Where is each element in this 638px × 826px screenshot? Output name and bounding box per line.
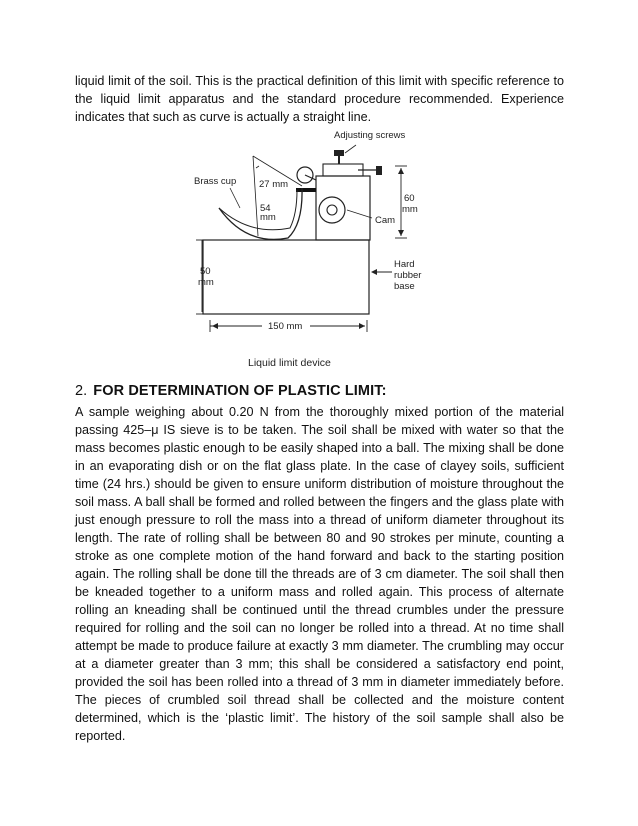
device-housing [316,176,370,240]
intro-paragraph: liquid limit of the soil. This is the practical definition of this limit with specific reference to the liquid limit apparatus and the standard procedure recommended. Experience indicates that such as curve is actually a straight line. [75,74,564,124]
cup-lift-bar [296,188,316,192]
liquid-limit-device-diagram [180,128,440,376]
label-dim-150: 150 mm [268,321,303,332]
radius-54-line [253,156,258,236]
adjusting-screw-head [334,150,344,156]
section-title: FOR DETERMINATION OF PLASTIC LIMIT: [93,383,387,399]
cam-outer [319,197,345,223]
plastic-limit-paragraph: A sample weighing about 0.20 N from the thoroughly mixed portion of the material passing 425–μ IS sieve is to be taken. The soil shall be mixed with water so that the mass becomes plastic enough to be easily shaped into a ball. The mixing shall be done in an evaporating dish or on the flat glass plate. In the case of clayey soils, sufficient time (24 hrs.) should be given to ensure uniform distribution of moisture throughout the soil mass. A ball shall be formed and rolled between the fingers and the glass plate with just enough pressure to roll the mass into a thread of uniform diameter throughout its length. The rate of rolling shall be between 80 and 90 strokes per minute, counting a stroke as one complete motion of the hand forward and back to the starting position again. The rolling shall be done till the threads are of 3 cm diameter. The soil shall then be kneaded together to a uniform mass and rolled again. This process of alternate rolling an kneading shall be continued until the thread crumbles under the pressure required for rolling and the soil can no longer be rolled into a thread. At no time shall attempt be made to produce failure at exactly 3 mm diameter. The crumbling may occur at a diameter greater than 3 mm; this shall be considered a satisfactory end point, provided the soil has been rolled into a thread of 3 mm in diameter immediately before. The pieces of crumbled soil thread shall be collected and the moisture content determined, which is the ‘plastic limit’. The history of the soil sample shall also be reported. [75,405,564,743]
section-number: 2. [75,383,88,399]
label-base: base [394,281,415,292]
cam-inner [327,205,337,215]
hard-rubber-base [203,240,369,314]
label-dim-54-unit: mm [260,212,276,223]
label-cam: Cam [375,215,396,226]
label-dim-60-unit: mm [402,204,418,215]
label-adjusting-screws: Adjusting screws [334,130,406,141]
section-heading [75,383,387,399]
adjusting-screw-side [376,166,382,175]
label-dim-50-unit: mm [198,277,214,288]
label-hard: Hard [394,259,415,270]
figure-caption: Liquid limit device [248,357,331,369]
label-brass-cup: Brass cup [194,176,237,187]
label-rubber: rubber [394,270,422,281]
label-dim-60-value: 60 [404,193,415,204]
label-dim-54-value: 54 [260,203,271,214]
label-dim-50-value: 50 [200,266,211,277]
housing-top-plate [323,164,363,176]
liquid-limit-device-figure [180,128,440,376]
label-dim-27: 27 mm [259,179,289,190]
